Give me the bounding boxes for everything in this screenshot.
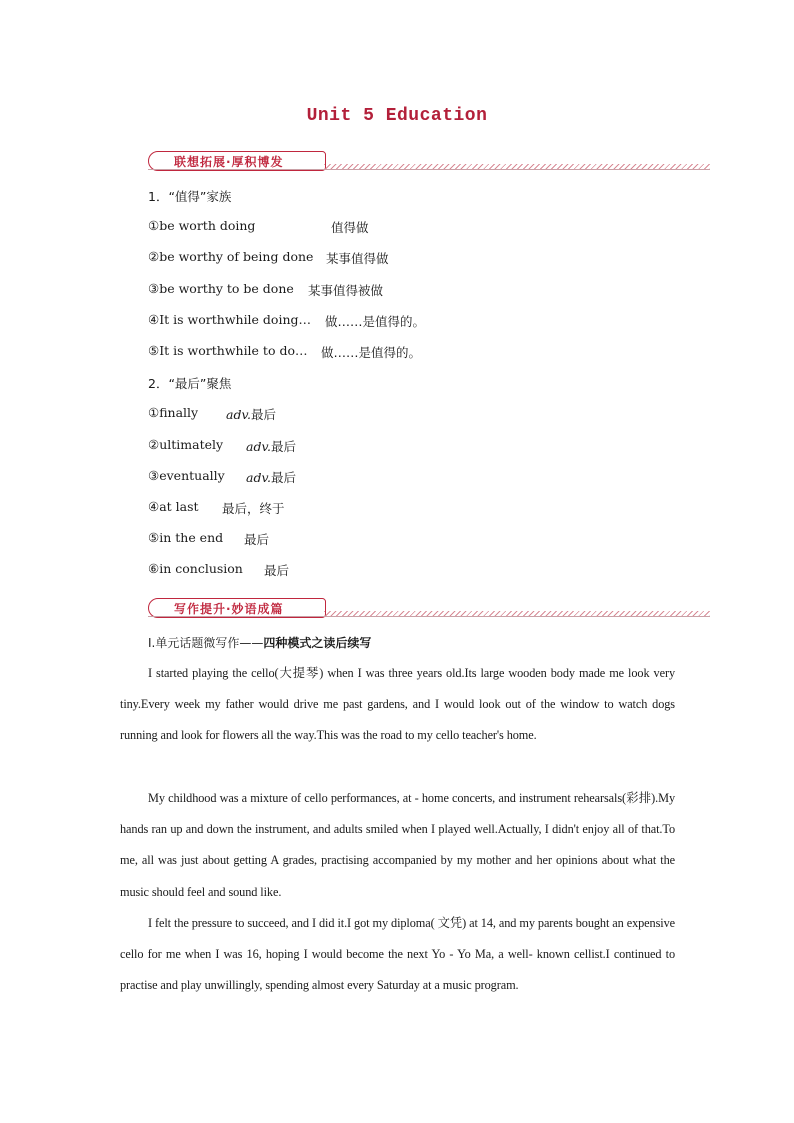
- list-item-definition: 最后: [244, 532, 270, 547]
- list-item-translation: 做……是值得的。: [325, 314, 426, 329]
- banner-rule-line: [148, 169, 710, 170]
- list-item: ②ultimately: [148, 437, 224, 452]
- section-banner-2: [148, 598, 710, 622]
- section2-heading: 2．“最后”聚焦: [148, 376, 232, 391]
- paragraph-3: I felt the pressure to succeed, and I did it.I got my diploma( 文凭) at 14, and my parents bought an expensive cello for me when I was 16, hoping I would become the next Yo - Yo Ma, a well- known cellist.I continued to practise and play unwillingly, spending almost every Saturday at a music program.: [120, 916, 675, 993]
- list-item-definition: adv.最后: [226, 407, 277, 422]
- section1-heading: 1．“值得”家族: [148, 189, 232, 204]
- list-item: ④It is worthwhile doing…: [148, 312, 312, 327]
- list-item: ⑤It is worthwhile to do…: [148, 343, 308, 358]
- banner-label: 联想拓展·厚积博发: [174, 155, 284, 169]
- paragraph-1: I started playing the cello(大提琴) when I was three years old.Its large wooden body made me look very tiny.Every week my father would drive me past gardens, and I would look out of the window to watch dogs running and look for flowers all the way.This was the road to my cello teacher's home.: [120, 666, 675, 743]
- list-item: ⑥in conclusion: [148, 561, 243, 576]
- section-banner-1: [148, 151, 710, 175]
- list-item-definition: 最后，终于: [222, 501, 285, 516]
- list-item: ②be worthy of being done: [148, 249, 314, 264]
- page-title: Unit 5 Education: [306, 106, 488, 126]
- list-item: ④at last: [148, 499, 199, 514]
- banner-rule-line: [148, 616, 710, 617]
- writing-subheading: Ⅰ.单元话题微写作——四种模式之读后续写: [148, 636, 372, 650]
- list-item: ①be worth doing: [148, 218, 256, 233]
- list-item-definition: adv.最后: [246, 439, 297, 454]
- list-item: ③be worthy to be done: [148, 281, 294, 296]
- list-item: ③eventually: [148, 468, 225, 483]
- list-item-definition: adv.最后: [246, 470, 297, 485]
- list-item: ①finally: [148, 405, 199, 420]
- list-item-definition: 最后: [264, 563, 290, 578]
- list-item-translation: 做……是值得的。: [321, 345, 422, 360]
- paragraph-2: My childhood was a mixture of cello performances, at - home concerts, and instrument rehearsals(彩排).My hands ran up and down the instrument, and adults smiled when I played well.Actually, I didn't enjoy all of that.To me, all was just about getting A grades, practising accompanied by my mother and her opinions about what the music should feel and sound like.: [120, 791, 675, 899]
- list-item: ⑤in the end: [148, 530, 224, 545]
- list-item-translation: 某事值得做: [326, 251, 389, 266]
- list-item-translation: 某事值得被做: [308, 283, 384, 298]
- list-item-translation: 值得做: [331, 220, 369, 235]
- banner-label: 写作提升·妙语成篇: [174, 602, 284, 616]
